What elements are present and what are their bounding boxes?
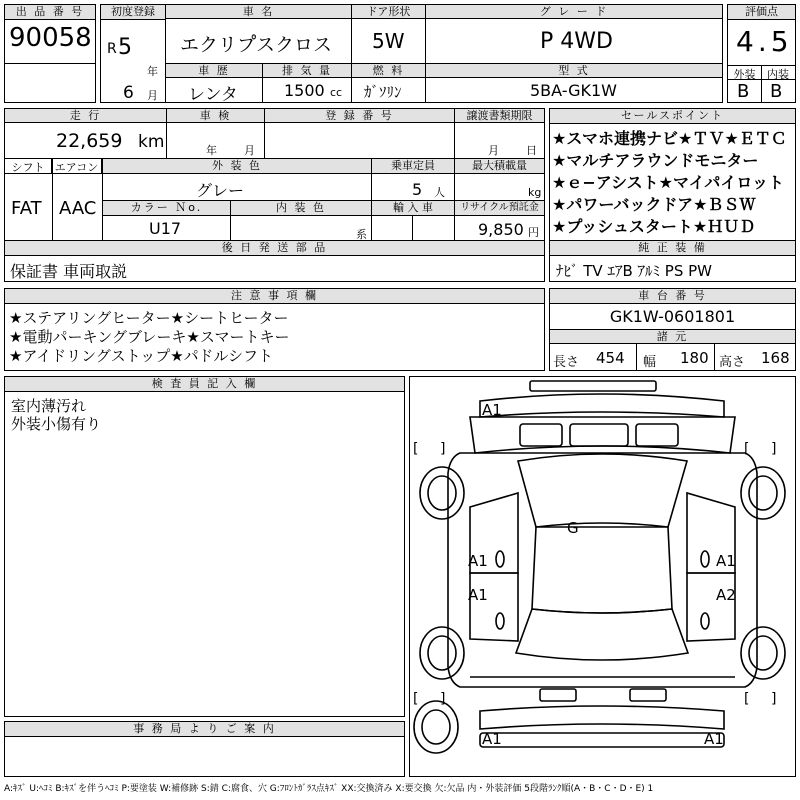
equipment-value: ﾅﾋﾞ TV ｴｱB ｱﾙﾐ PS PW <box>556 262 712 280</box>
mark-roof: G <box>567 519 579 537</box>
lot-number: 90058 <box>9 23 92 53</box>
info-block <box>4 108 545 241</box>
caution-item: ★電動パーキングブレーキ★スマートキー <box>9 328 290 346</box>
first-reg-month-unit: 月 <box>147 89 158 102</box>
mileage-unit: km <box>138 132 165 152</box>
fuel-label: 燃 料 <box>352 64 425 78</box>
specs-label: 諸 元 <box>550 329 795 344</box>
inspector-label: 検 査 員 記 入 欄 <box>5 377 404 392</box>
model-label: 型 式 <box>426 64 722 78</box>
shift-label: シフト <box>5 159 52 174</box>
mark-right-rear: A2 <box>716 586 736 604</box>
sales-points-label: セールスポイント <box>550 109 795 124</box>
lot-label: 出 品 番 号 <box>5 5 95 20</box>
first-reg-label: 初度登録 <box>101 5 165 20</box>
later-parts-box <box>4 240 545 282</box>
office-label: 事 務 局 よ り ご 案 内 <box>5 722 404 737</box>
office-box <box>4 721 405 777</box>
rating-ext-label: 外装 <box>728 65 762 80</box>
sales-points-list <box>552 128 787 238</box>
model-value: 5BA-GK1W <box>530 81 617 100</box>
shift-value: FAT <box>11 198 42 219</box>
sales-point: ★マルチアラウンドモニター <box>552 151 759 170</box>
chassis-label: 車 台 番 号 <box>550 289 795 304</box>
transfer-month-unit: 月 <box>488 144 499 157</box>
door-value: 5W <box>372 29 405 53</box>
caution-label: 注 意 事 項 欄 <box>5 289 544 304</box>
svg-text:[: [ <box>744 441 750 457</box>
transfer-day-unit: 日 <box>526 144 537 157</box>
equipment-label: 純 正 装 備 <box>550 241 795 256</box>
rating-int-label: 内装 <box>761 65 795 80</box>
chassis-box <box>549 288 796 371</box>
height-value: 168 <box>761 349 790 367</box>
mark-rear-left: A1 <box>482 730 502 748</box>
max-load-label: 最大積載量 <box>455 159 544 174</box>
equipment-box <box>549 240 796 282</box>
mark-left-rear: A1 <box>468 586 488 604</box>
car-name-value: エクリプ゚スクロス <box>180 34 333 56</box>
sales-points-box <box>549 108 796 241</box>
displacement-unit: cc <box>330 86 343 99</box>
car-name-label: 車 名 <box>166 5 351 19</box>
svg-text:]: ] <box>440 441 446 457</box>
height-label: 高さ <box>719 355 746 370</box>
svg-text:]: ] <box>771 441 777 457</box>
capacity-label: 乗車定員 <box>372 159 454 174</box>
color-no-value: U17 <box>149 219 182 238</box>
sales-point: ★プッシュスタート★ＨＵＤ <box>552 217 756 236</box>
caution-item: ★ステアリングヒーター★シートヒーター <box>9 309 289 327</box>
capacity-unit: 人 <box>434 186 445 199</box>
first-reg-month: 6 <box>123 83 134 103</box>
displacement-label: 排 気 量 <box>263 64 351 78</box>
displacement-value: 1500 <box>284 81 325 100</box>
caution-box <box>4 288 545 371</box>
ext-color-label: 外 装 色 <box>103 159 371 174</box>
svg-text:[: [ <box>413 691 419 707</box>
inspector-line: 外装小傷有り <box>11 415 102 433</box>
length-value: 454 <box>596 349 625 367</box>
recycle-label: リサイクル預託金 <box>455 201 544 216</box>
reg-no-label: 登 録 番 号 <box>265 109 454 123</box>
first-reg-year-unit: 年 <box>147 65 158 78</box>
capacity-value: 5 <box>412 180 423 199</box>
rating-score: 4.5 <box>736 25 793 58</box>
mileage-value: 22,659 <box>56 130 123 152</box>
later-parts-value: 保証書 車両取説 <box>10 262 128 281</box>
caution-item: ★アイドリングストップ★パドルシフト <box>9 347 273 365</box>
history-value: レンタ <box>188 85 238 105</box>
svg-text:]: ] <box>771 691 777 707</box>
lot-box <box>4 4 96 64</box>
sales-point: ★スマホ連携ナビ★ＴＶ★ＥＴＣ <box>552 129 787 148</box>
fuel-value: ｶﾞｿﾘﾝ <box>364 83 402 101</box>
rating-ext-value: B <box>737 81 750 102</box>
inspector-box <box>4 376 405 717</box>
mark-left-front: A1 <box>468 552 488 570</box>
svg-text:]: ] <box>440 691 446 707</box>
svg-text:[: [ <box>413 441 419 457</box>
color-no-label: カラー Ｎo. <box>103 201 230 216</box>
inspection-month-unit: 月 <box>244 144 255 157</box>
ext-color-value: グレー <box>196 181 245 200</box>
first-reg-box <box>100 4 166 103</box>
length-label: 長さ <box>553 355 580 370</box>
lot-blank <box>4 63 96 103</box>
legend: A:ｷｽﾞ U:ﾍｺﾐ B:ｷｽﾞを伴うﾍｺﾐ P:要塗装 W:補修跡 S:錆 C:腐食、穴 G:ﾌﾛﾝﾄｶﾞﾗｽ点ｷｽﾞ XX:交換済み X:要交換 欠:欠品 内・外装評価 5段階ﾗﾝｸ順(A・B・C・D・E) 1 <box>4 784 654 794</box>
transfer-docs-label: 譲渡書類期限 <box>455 109 544 123</box>
svg-text:[: [ <box>744 691 750 707</box>
rating-label: 評価点 <box>728 5 795 20</box>
aircon-label: エアコン <box>52 159 102 174</box>
sales-point: ★ｅ−アシスト★マイパイロット <box>552 173 785 192</box>
damage-diagram <box>409 376 796 777</box>
import-label: 輸 入 車 <box>372 201 454 216</box>
grade-label: グ レ ー ド <box>426 5 722 19</box>
mileage-label: 走 行 <box>5 109 166 123</box>
later-parts-label: 後 日 発 送 部 品 <box>5 241 544 256</box>
caution-list <box>9 309 290 366</box>
recycle-value: 9,850 <box>478 220 524 239</box>
grade-value: P 4WD <box>540 29 613 54</box>
mark-front: A1 <box>482 401 502 419</box>
rating-box <box>727 4 796 103</box>
sales-point: ★パワーバックドア★ＢＳＷ <box>552 195 756 214</box>
rating-int-value: B <box>770 81 783 102</box>
inspection-year-unit: 年 <box>206 144 217 157</box>
chassis-value: GK1W-0601801 <box>609 307 736 326</box>
int-color-unit: 系 <box>356 228 367 241</box>
first-reg-year: 5 <box>118 35 132 60</box>
recycle-unit: 円 <box>528 226 539 239</box>
aircon-value: AAC <box>59 198 97 219</box>
width-value: 180 <box>680 349 709 367</box>
car-diagram <box>410 377 795 776</box>
mark-right-front: A1 <box>716 552 736 570</box>
door-label: ドア形状 <box>352 5 425 19</box>
mark-rear-right: A1 <box>704 730 724 748</box>
max-load-unit: kg <box>528 186 542 199</box>
history-label: 車 歴 <box>166 64 262 78</box>
inspector-line: 室内薄汚れ <box>11 397 87 415</box>
inspection-label: 車 検 <box>167 109 264 123</box>
first-reg-era: R <box>107 41 117 57</box>
width-label: 幅 <box>643 355 657 370</box>
int-color-label: 内 装 色 <box>231 201 371 216</box>
